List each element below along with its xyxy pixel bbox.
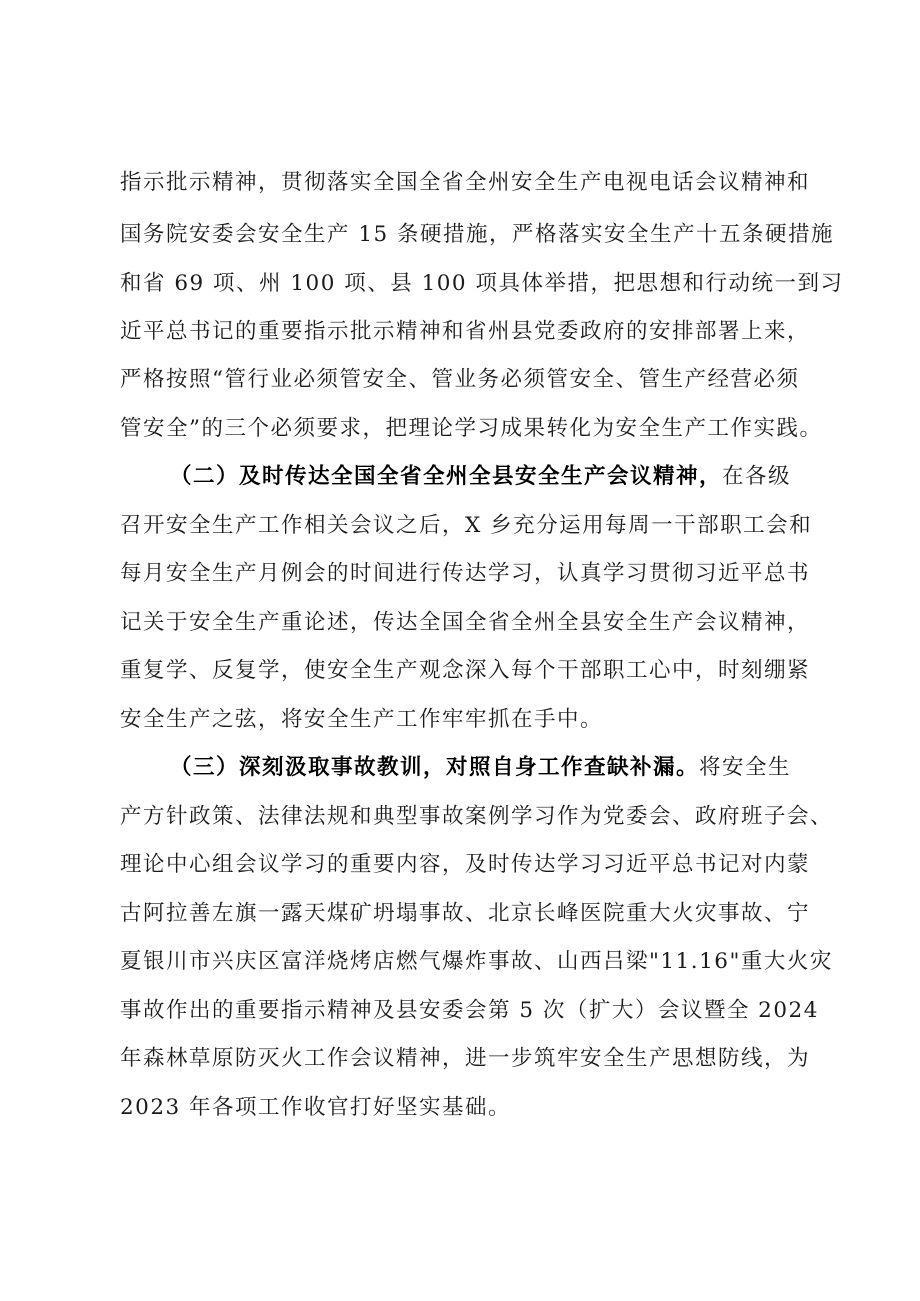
paragraph-3-line-7: 年森林草原防灭火工作会议精神，进一步筑牢安全生产思想防线，为 xyxy=(120,1046,811,1071)
paragraph-2-line-3: 每月安全生产月例会的时间进行传达学习，认真学习贯彻习近平总书 xyxy=(120,561,811,586)
paragraph-3-line-1-rest: 将安全生 xyxy=(699,755,792,780)
paragraph-3-line-4: 古阿拉善左旗一露天煤矿坍塌事故、北京长峰医院重大火灾事故、宁 xyxy=(120,901,811,926)
paragraph-2-line-6: 安全生产之弦，将安全生产工作牢牢抓在手中。 xyxy=(120,707,604,732)
paragraph-2-line-2: 召开安全生产工作相关会议之后，X 乡充分运用每周一干部职工会和 xyxy=(120,513,813,538)
paragraph-3-line-6: 事故作出的重要指示精神及县安委会第 5 次（扩大）会议暨全 2024 xyxy=(120,998,819,1023)
paragraph-2-line-1-rest: 在各级 xyxy=(722,464,792,489)
paragraph-3-line-8: 2023 年各项工作收官打好坚实基础。 xyxy=(120,1095,512,1120)
paragraph-1-line-1: 指示批示精神，贯彻落实全国全省全州安全生产电视电话会议精神和 xyxy=(120,170,811,195)
section-2-heading: （二）及时传达全国全省全州全县安全生产会议精神， xyxy=(170,464,723,489)
paragraph-1-line-3: 和省 69 项、州 100 项、县 100 项具体举措，把思想和行动统一到习 xyxy=(120,271,844,296)
paragraph-2-line-1 xyxy=(170,462,791,492)
paragraph-3-line-2: 产方针政策、法律法规和典型事故案例学习作为党委会、政府班子会、 xyxy=(120,804,834,829)
paragraph-2-line-5: 重复学、反复学，使安全生产观念深入每个干部职工心中，时刻绷紧 xyxy=(120,658,811,683)
paragraph-3-line-5: 夏银川市兴庆区富洋烧烤店燃气爆炸事故、山西吕梁"11.16"重大火灾 xyxy=(120,949,833,974)
paragraph-3-line-3: 理论中心组会议学习的重要内容，及时传达学习习近平总书记对内蒙 xyxy=(120,852,811,877)
paragraph-1-line-5: 严格按照“管行业必须管安全、管业务必须管安全、管生产经营必须 xyxy=(120,367,800,392)
paragraph-1-line-6: 管安全”的三个必须要求，把理论学习成果转化为安全生产工作实践。 xyxy=(120,416,823,441)
section-3-heading: （三）深刻汲取事故教训，对照自身工作查缺补漏。 xyxy=(170,755,700,780)
paragraph-2-line-4: 记关于安全生产重论述，传达全国全省全州全县安全生产会议精神， xyxy=(120,610,811,635)
paragraph-1-line-4: 近平总书记的重要指示批示精神和省州县党委政府的安排部署上来， xyxy=(120,319,811,344)
paragraph-3-line-1 xyxy=(170,753,791,783)
paragraph-1-line-2: 国务院安委会安全生产 15 条硬措施，严格落实安全生产十五条硬措施 xyxy=(120,222,835,247)
